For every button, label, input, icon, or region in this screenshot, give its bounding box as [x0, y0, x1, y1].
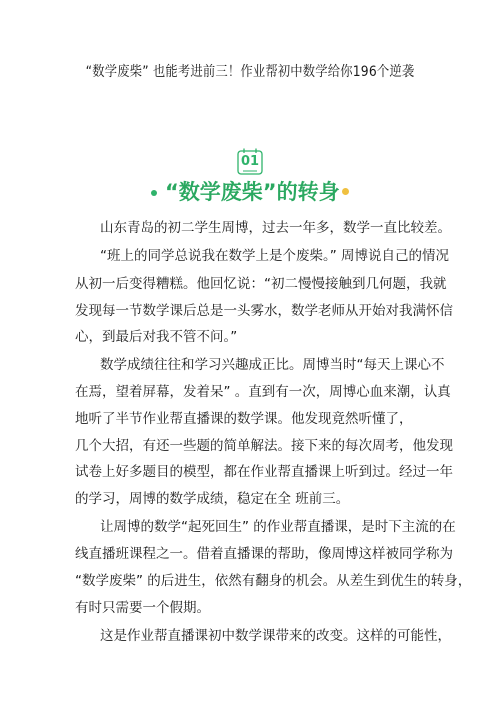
body-line: 发现每一节数学课后总是一头雾水，数学老师从开始对我满怀信	[75, 303, 453, 319]
body-line: 心，到最后对我不管不问。”	[75, 329, 238, 345]
body-line: 数学成绩往往和学习兴趣成正比。周博当时“每天上课心不	[100, 357, 445, 373]
body-line: 让周博的数学“起死回生” 的作业帮直播课，是时下主流的在	[100, 519, 456, 535]
body-line: “班上的同学总说我在数学上是个废柴。” 周博说自己的情况	[100, 248, 450, 264]
section-heading: “数学废柴”的转身	[165, 180, 340, 204]
section-number: 01	[240, 154, 260, 169]
body-line: 地听了半节作业帮直播课的数学课。他发现竟然听懂了，	[75, 411, 413, 427]
body-line: 有时只需要一个假期。	[75, 600, 210, 616]
body-line: 这是作业帮直播课初中数学课带来的改变。这样的可能性，	[100, 628, 451, 644]
body-line: 几个大招，有还一些题的简单解法。接下来的每次周考，他发现	[75, 438, 453, 454]
page-title: “数学废柴” 也能考进前三！作业帮初中数学给你196个逆袭	[85, 64, 415, 80]
section-number-badge	[237, 148, 263, 176]
body-line: 从初一后变得糟糕。他回忆说：“初二慢慢接触到几何题，我就	[75, 276, 447, 292]
yellow-dot-icon	[342, 188, 349, 195]
section-heading-row	[0, 176, 500, 210]
body-line: 在焉，望着屏幕，发着呆” 。直到有一次，周博心血来潮，认真	[75, 384, 451, 400]
green-dot-icon	[151, 190, 157, 196]
body-line: 试卷上好多题目的模型，都在作业帮直播课上听到过。经过一年	[75, 464, 453, 480]
body-line: 线直播班课程之一。借着直播课的帮助，像周博这样被同学称为	[75, 546, 453, 562]
body-line: 的学习，周博的数学成绩，稳定在全 班前三。	[75, 491, 350, 507]
body-line: 山东青岛的初二学生周博，过去一年多，数学一直比较差。	[100, 220, 451, 236]
body-line: “数学废柴” 的后进生，依然有翻身的机会。从差生到优生的转身，	[75, 573, 472, 589]
